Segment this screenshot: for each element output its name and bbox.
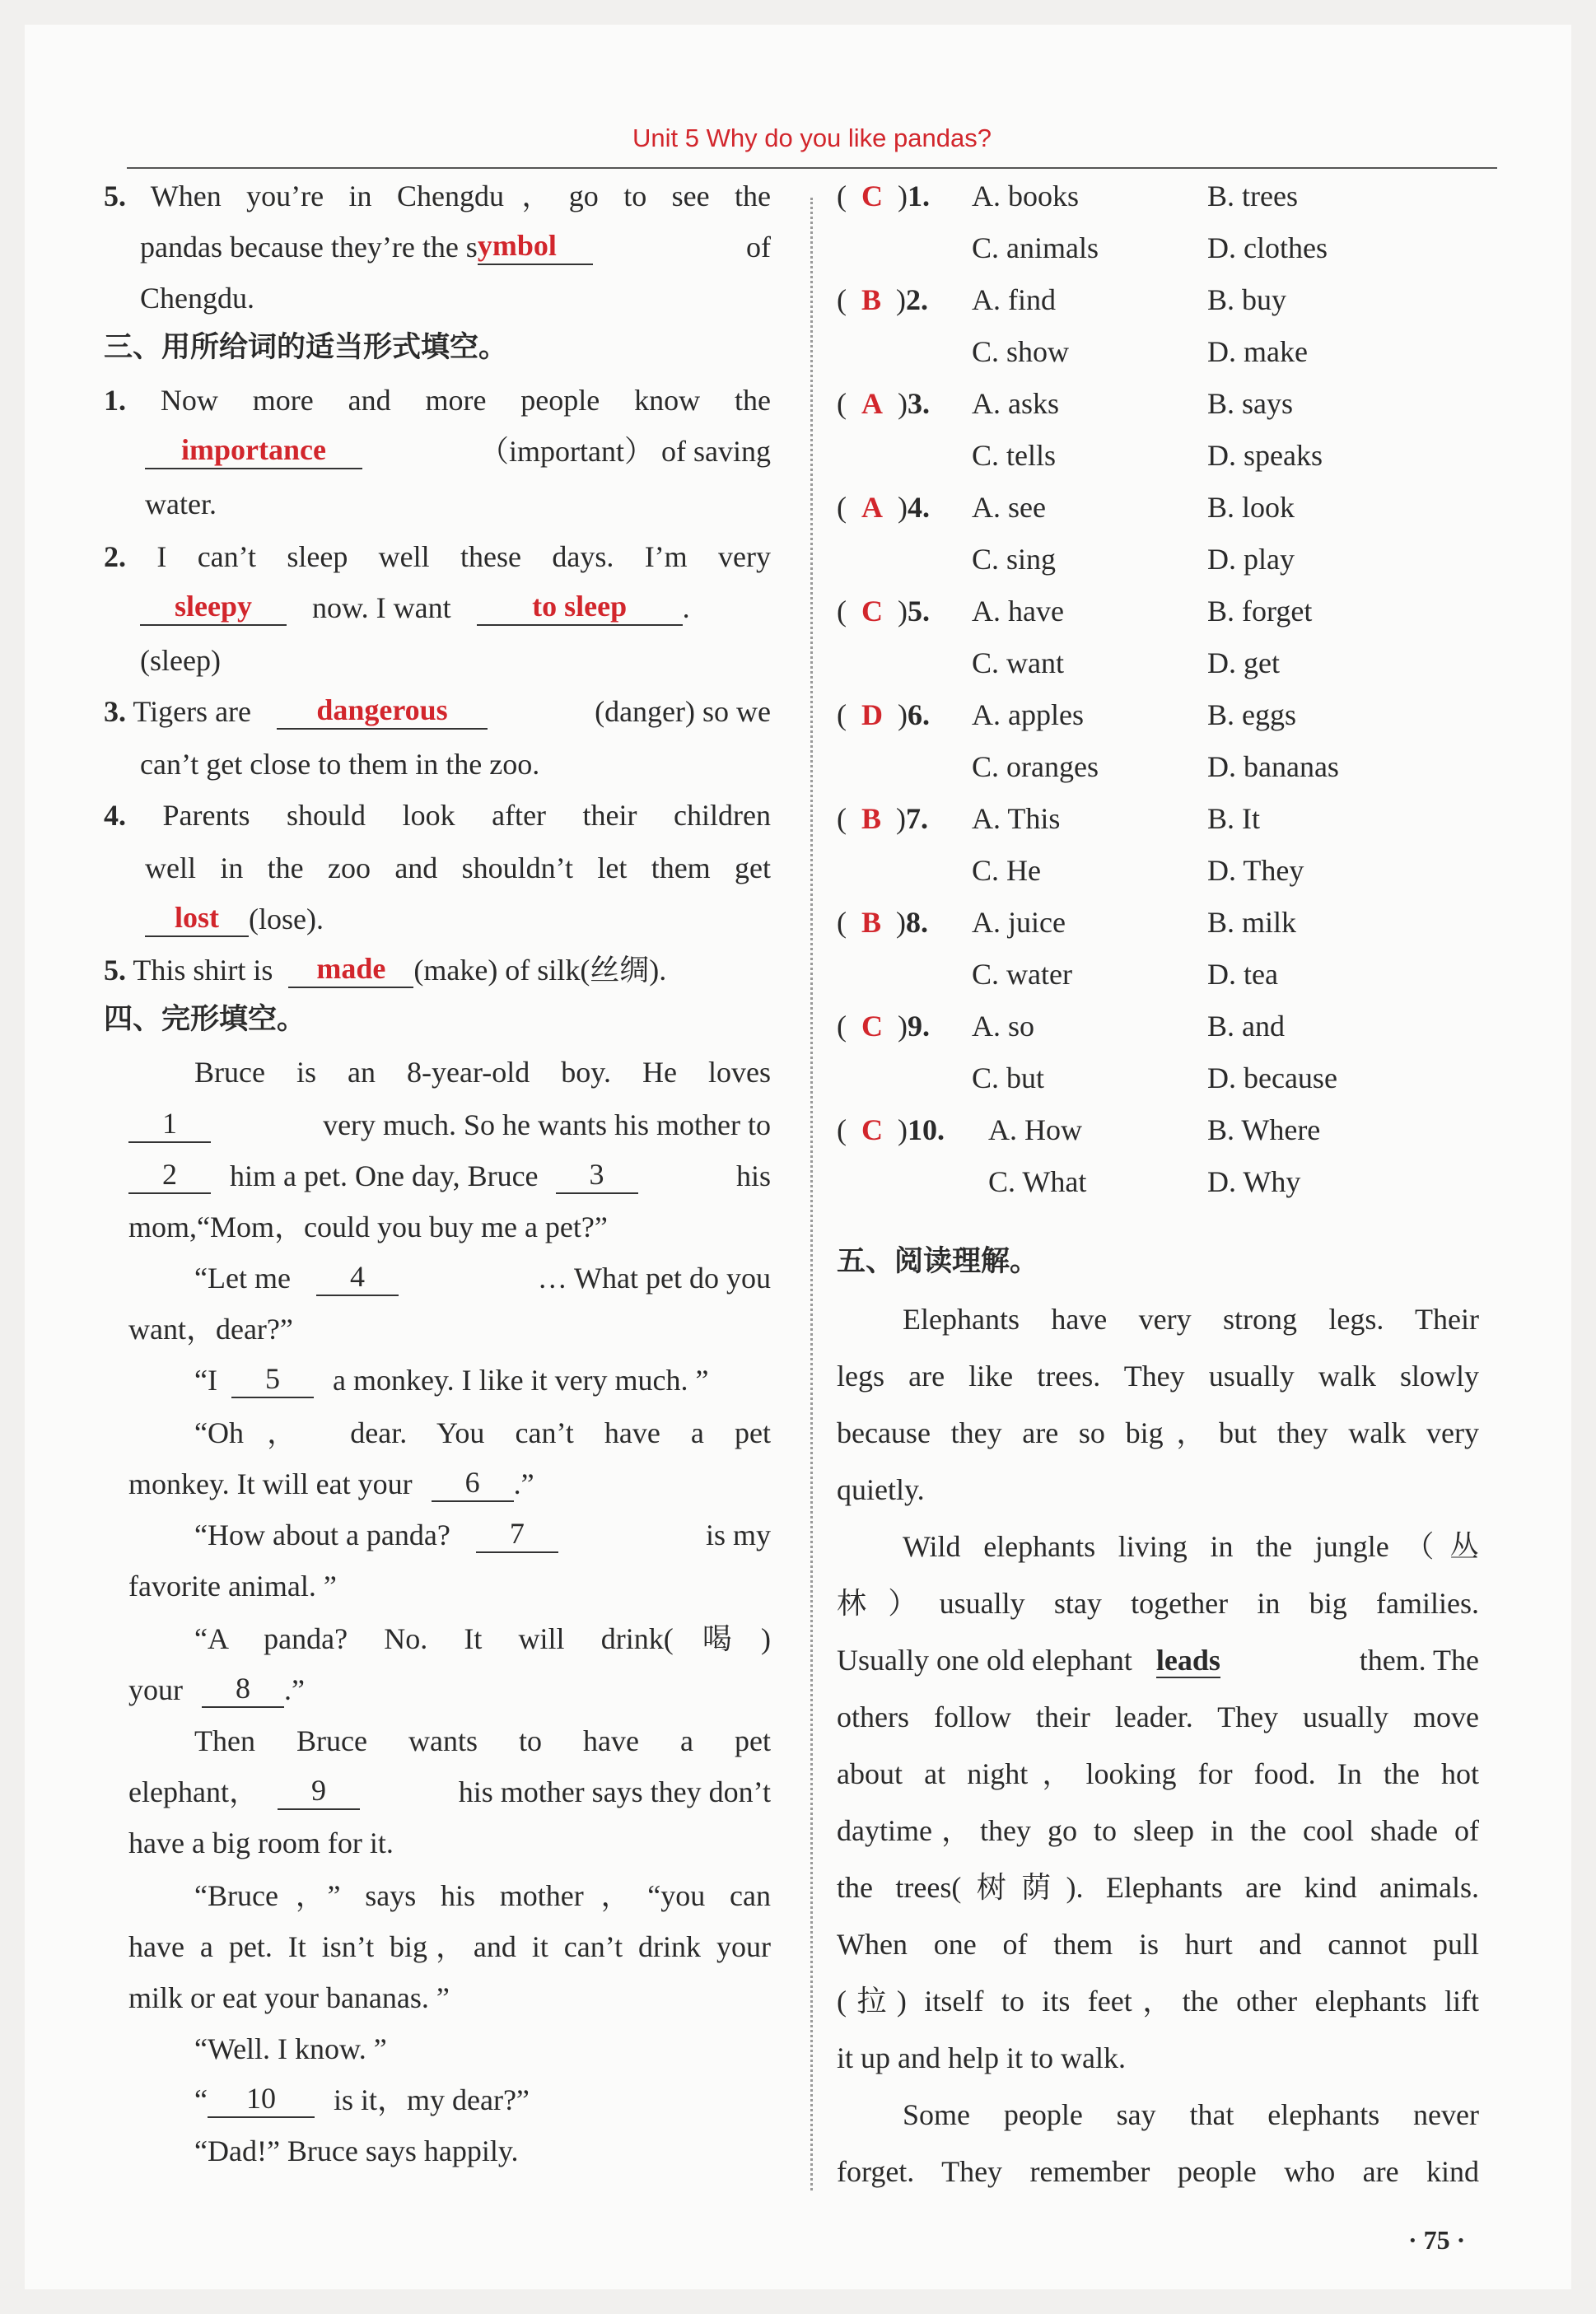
reading-line-8: others follow their leader. They usually move — [837, 1701, 1479, 1733]
choice-2-answer: ( B )2. — [837, 283, 929, 316]
cloze-line-12: “A panda? No. It will drink(喝) — [194, 1622, 771, 1655]
choice-1-option-c: C. animals — [972, 231, 1099, 264]
cloze-line-18: have a pet. It isn’t big，and it can’t drink your — [128, 1930, 771, 1963]
choice-4-answer: ( A )4. — [837, 491, 930, 524]
s3-q1-line2: importance （important） of saving — [145, 433, 771, 469]
choice-7-option-a: A. This — [972, 802, 1061, 835]
cloze-line-1: Bruce is an 8-year-old boy. He loves — [194, 1056, 771, 1089]
choice-4-option-b: B. look — [1207, 491, 1295, 524]
choice-10-option-c: C. What — [988, 1165, 1087, 1198]
s3-q2-line2: sleepy now. I want to sleep . — [140, 590, 771, 626]
choice-1-answer: ( C )1. — [837, 180, 930, 212]
choice-5-answer: ( C )5. — [837, 595, 930, 627]
s3-q2-line1: 2. I can’t sleep well these days. I’m very — [104, 540, 771, 573]
choice-4-option-c: C. sing — [972, 543, 1057, 576]
choice-9-option-b: B. and — [1207, 1010, 1285, 1043]
choice-9-option-d: D. because — [1207, 1061, 1337, 1094]
reading-line-5: Wild elephants living in the jungle（丛 — [903, 1530, 1479, 1563]
page-header: Unit 5 Why do you like pandas? — [632, 124, 992, 152]
workbook-page — [25, 25, 1571, 2289]
choice-9-option-a: A. so — [972, 1010, 1035, 1043]
choice-4-option-a: A. see — [972, 491, 1046, 524]
section4-heading: 四、完形填空。 — [104, 1003, 306, 1036]
page-number: · 75 · — [1408, 2225, 1466, 2255]
cloze-line-5: “Let me 4 … What pet do you — [194, 1260, 771, 1295]
choice-2-option-b: B. buy — [1207, 283, 1287, 316]
reading-line-10: daytime，they go to sleep in the cool shade of — [837, 1814, 1479, 1847]
cloze-line-17: “Bruce，” says his mother，“you can — [194, 1879, 771, 1912]
s2-q5-line1: 5. When you’re in Chengdu，go to see the — [104, 180, 771, 212]
cloze-line-22: “Dad!” Bruce says happily. — [194, 2134, 519, 2167]
section5-heading: 五、阅读理解。 — [837, 1245, 1039, 1278]
choice-2-option-c: C. show — [972, 335, 1070, 368]
choice-10-option-b: B. Where — [1207, 1113, 1321, 1146]
choice-5-option-c: C. want — [972, 646, 1064, 679]
s3-q4-line2: well in the zoo and shouldn’t let them get — [145, 851, 771, 884]
choice-10-option-d: D. Why — [1207, 1165, 1301, 1198]
cloze-line-20: “Well. I know. ” — [194, 2032, 387, 2065]
choice-6-option-d: D. bananas — [1207, 750, 1339, 783]
choice-8-answer: ( B )8. — [837, 906, 929, 939]
leads-word: leads — [1155, 1644, 1220, 1677]
choice-8-option-a: A. juice — [972, 906, 1066, 939]
cloze-line-14: Then Bruce wants to have a pet — [194, 1724, 771, 1757]
reading-line-14: it up and help it to walk. — [837, 2041, 1126, 2074]
choice-7-option-d: D. They — [1207, 854, 1304, 887]
cloze-line-15: elephant， 9 his mother says they don’t — [128, 1774, 771, 1808]
choice-1-option-d: D. clothes — [1207, 231, 1328, 264]
reading-line-15: Some people say that elephants never — [903, 2098, 1479, 2131]
reading-line-3: because they are so big，but they walk very — [837, 1416, 1479, 1449]
reading-line-7: Usually one old elephant leads them. The — [837, 1644, 1479, 1677]
choice-10-option-a: A. How — [988, 1113, 1082, 1146]
cloze-line-7: “I 5 a monkey. I like it very much. ” — [194, 1362, 709, 1397]
reading-line-1: Elephants have very strong legs. Their — [903, 1303, 1479, 1336]
choice-3-option-c: C. tells — [972, 439, 1057, 472]
s3-q3-line1: 3. Tigers are dangerous (danger) so we — [104, 693, 771, 728]
choice-1-option-b: B. trees — [1207, 180, 1298, 212]
cloze-line-13: your 8 .” — [128, 1672, 305, 1706]
choice-3-option-a: A. asks — [972, 387, 1059, 420]
reading-line-13: (拉) itself to its feet，the other elephants lift — [837, 1985, 1479, 2018]
cloze-line-3: 2 him a pet. One day, Bruce 3 his — [128, 1158, 771, 1194]
reading-line-9: about at night，looking for food. In the hot — [837, 1757, 1479, 1790]
s3-q2-line3: (sleep) — [140, 644, 221, 677]
s3-q1-line3: water. — [145, 488, 217, 520]
choice-3-option-b: B. says — [1207, 387, 1294, 420]
cloze-line-11: favorite animal. ” — [128, 1570, 337, 1603]
reading-line-11: the trees(树荫). Elephants are kind animals. — [837, 1871, 1479, 1904]
s3-q4-line3: lost (lose). — [145, 901, 324, 937]
cloze-line-9: monkey. It will eat your 6 .” — [128, 1466, 534, 1500]
choice-6-option-a: A. apples — [972, 698, 1084, 731]
choice-6-option-c: C. oranges — [972, 750, 1099, 783]
choice-5-option-d: D. get — [1207, 646, 1280, 679]
choice-9-option-c: C. but — [972, 1061, 1045, 1094]
choice-7-option-b: B. It — [1207, 802, 1261, 835]
cloze-line-8: “Oh， dear. You can’t have a pet — [194, 1416, 771, 1449]
choice-1-option-a: A. books — [972, 180, 1080, 212]
choice-8-option-c: C. water — [972, 958, 1072, 991]
reading-line-12: When one of them is hurt and cannot pull — [837, 1928, 1479, 1961]
s3-q3-line2: can’t get close to them in the zoo. — [140, 748, 540, 781]
column-divider — [810, 198, 813, 2190]
choice-5-option-a: A. have — [972, 595, 1064, 627]
choice-8-option-d: D. tea — [1207, 958, 1278, 991]
choice-6-option-b: B. eggs — [1207, 698, 1296, 731]
choice-2-option-d: D. make — [1207, 335, 1308, 368]
s3-q4-line1: 4. Parents should look after their children — [104, 799, 771, 832]
reading-line-6: 林）usually stay together in big families. — [837, 1587, 1479, 1620]
section3-heading: 三、用所给词的适当形式填空。 — [104, 331, 508, 364]
s2-q5-line3: Chengdu. — [140, 282, 254, 315]
cloze-line-6: want，dear?” — [128, 1313, 293, 1346]
choice-7-option-c: C. He — [972, 854, 1041, 887]
choice-7-answer: ( B )7. — [837, 802, 929, 835]
cloze-line-19: milk or eat your bananas. ” — [128, 1981, 450, 2014]
s3-q5-line1: 5. This shirt is made (make) of silk(丝绸). — [104, 952, 667, 987]
cloze-line-16: have a big room for it. — [128, 1826, 394, 1859]
s2-q5-line2: pandas because they’re the symbol of — [140, 229, 771, 264]
choice-2-option-a: A. find — [972, 283, 1056, 316]
choice-3-answer: ( A )3. — [837, 387, 930, 420]
cloze-line-21: “ 10 is it，my dear?” — [194, 2082, 530, 2116]
cloze-line-4: mom,“Mom，could you buy me a pet?” — [128, 1211, 608, 1243]
choice-6-answer: ( D )6. — [837, 698, 930, 731]
choice-9-answer: ( C )9. — [837, 1010, 930, 1043]
choice-8-option-b: B. milk — [1207, 906, 1297, 939]
choice-3-option-d: D. speaks — [1207, 439, 1323, 472]
choice-4-option-d: D. play — [1207, 543, 1295, 576]
cloze-line-10: “How about a panda? 7 is my — [194, 1517, 771, 1551]
reading-line-2: legs are like trees. They usually walk slowly — [837, 1360, 1479, 1393]
reading-line-4: quietly. — [837, 1473, 925, 1506]
choice-5-option-b: B. forget — [1207, 595, 1313, 627]
header-rule — [127, 167, 1497, 169]
reading-line-16: forget. They remember people who are kind — [837, 2155, 1479, 2188]
s3-q1-line1: 1. Now more and more people know the — [104, 384, 772, 417]
cloze-line-2: 1 very much. So he wants his mother to — [128, 1107, 771, 1143]
choice-10-answer: ( C )10. — [837, 1113, 945, 1146]
